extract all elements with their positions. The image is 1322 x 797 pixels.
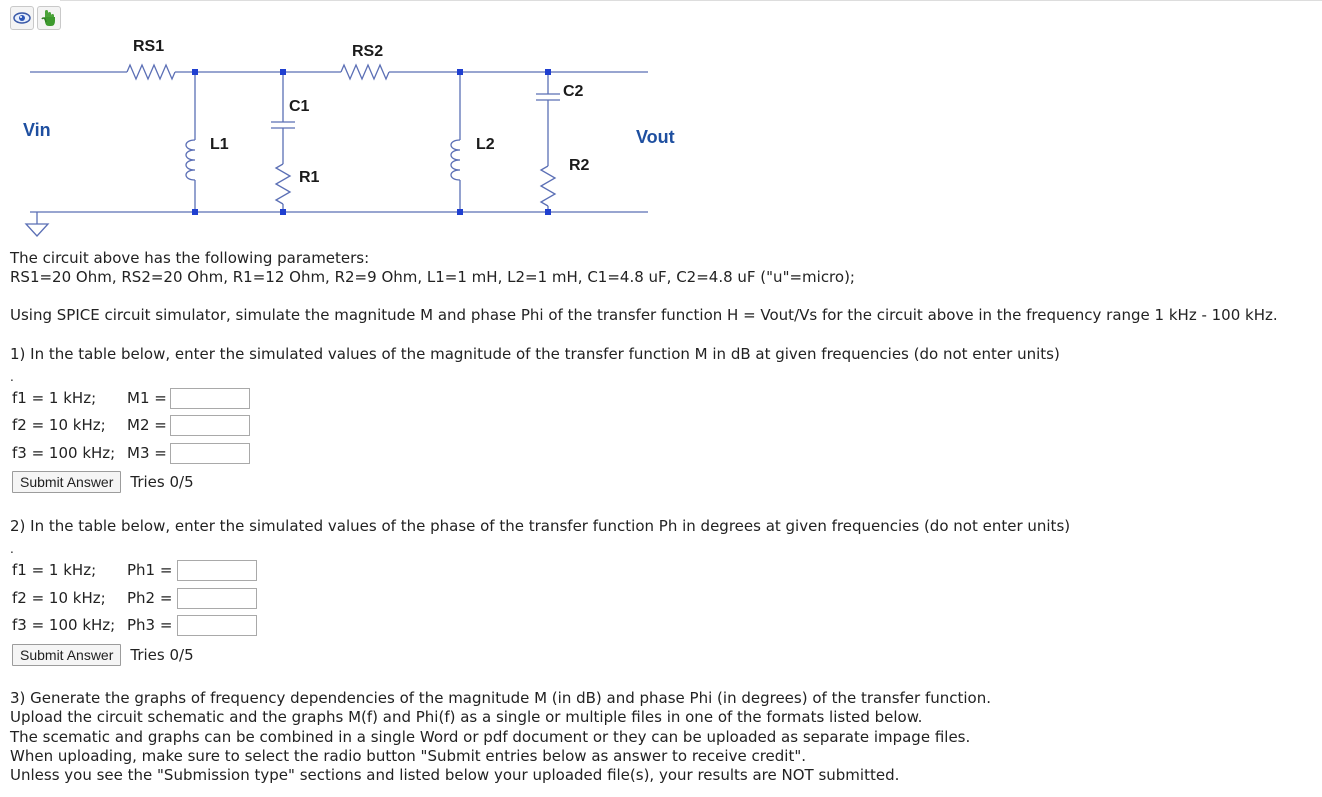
part1-question: 1) In the table below, enter the simulated values of the magnitude of the transfer function M in dB at given frequencies (do not enter units) bbox=[10, 345, 1060, 363]
ph3-input[interactable] bbox=[177, 615, 257, 636]
part1-dot: . bbox=[10, 370, 14, 384]
eye-icon[interactable] bbox=[10, 6, 34, 30]
hand-icon[interactable] bbox=[37, 6, 61, 30]
ph2-input[interactable] bbox=[177, 588, 257, 609]
freq-label: f3 = 100 kHz; bbox=[12, 616, 116, 634]
schematic-nodes bbox=[192, 69, 551, 215]
freq-label: f1 = 1 kHz; bbox=[12, 389, 97, 407]
part2-row-2 bbox=[12, 586, 257, 610]
m1-input[interactable] bbox=[170, 388, 250, 409]
part3-line-5: Unless you see the "Submission type" sections and listed below your uploaded file(s), your results are NOT submitted. bbox=[10, 766, 900, 784]
label-vin: Vin bbox=[23, 120, 51, 140]
label-rs2: RS2 bbox=[352, 43, 384, 60]
toolbar-icons bbox=[10, 6, 61, 30]
part1-row-3 bbox=[12, 441, 250, 465]
label-r2: R2 bbox=[569, 157, 590, 174]
ph1-input[interactable] bbox=[177, 560, 257, 581]
part2-submit-row bbox=[12, 644, 194, 666]
part1-row-1 bbox=[12, 386, 250, 410]
freq-label: f2 = 10 kHz; bbox=[12, 416, 106, 434]
part2-row-3 bbox=[12, 613, 257, 637]
part1-tries: Tries 0/5 bbox=[130, 473, 194, 491]
ph2-label: Ph2 = bbox=[127, 589, 173, 607]
ph1-label: Ph1 = bbox=[127, 561, 173, 579]
schematic-wires bbox=[26, 65, 648, 236]
part1-submit-button[interactable]: Submit Answer bbox=[12, 471, 121, 493]
m2-label: M2 = bbox=[127, 416, 167, 434]
top-divider bbox=[60, 0, 1322, 1]
freq-label: f2 = 10 kHz; bbox=[12, 589, 106, 607]
part2-row-1 bbox=[12, 558, 257, 582]
freq-label: f3 = 100 kHz; bbox=[12, 444, 116, 462]
ph3-label: Ph3 = bbox=[127, 616, 173, 634]
circuit-schematic bbox=[0, 28, 700, 253]
label-c2: C2 bbox=[563, 83, 584, 100]
part3-line-2: Upload the circuit schematic and the graphs M(f) and Phi(f) as a single or multiple files in one of the formats listed below. bbox=[10, 708, 923, 726]
label-c1: C1 bbox=[289, 98, 310, 115]
freq-label: f1 = 1 kHz; bbox=[12, 561, 97, 579]
part2-submit-button[interactable]: Submit Answer bbox=[12, 644, 121, 666]
part1-row-2 bbox=[12, 413, 250, 437]
part1-submit-row bbox=[12, 471, 194, 493]
label-r1: R1 bbox=[299, 169, 320, 186]
part2-question: 2) In the table below, enter the simulated values of the phase of the transfer function Ph in degrees at given frequencies (do not enter units) bbox=[10, 517, 1071, 535]
m3-label: M3 = bbox=[127, 444, 167, 462]
label-l1: L1 bbox=[210, 136, 229, 153]
intro-parameters: RS1=20 Ohm, RS2=20 Ohm, R1=12 Ohm, R2=9 Ohm, L1=1 mH, L2=1 mH, C1=4.8 uF, C2=4.8 uF ("u"=micro); bbox=[10, 268, 855, 286]
part3-line-1: 3) Generate the graphs of frequency dependencies of the magnitude M (in dB) and phase Phi (in degrees) of the transfer function. bbox=[10, 689, 991, 707]
m3-input[interactable] bbox=[170, 443, 250, 464]
intro-line-1: The circuit above has the following parameters: bbox=[10, 249, 370, 267]
m2-input[interactable] bbox=[170, 415, 250, 436]
task-description: Using SPICE circuit simulator, simulate the magnitude M and phase Phi of the transfer function H = Vout/Vs for the circuit above in the frequency range 1 kHz - 100 kHz. bbox=[10, 306, 1278, 324]
m1-label: M1 = bbox=[127, 389, 167, 407]
label-l2: L2 bbox=[476, 136, 495, 153]
part3-line-4: When uploading, make sure to select the radio button "Submit entries below as answer to receive credit". bbox=[10, 747, 807, 765]
part2-tries: Tries 0/5 bbox=[130, 646, 194, 664]
part3-line-3: The scematic and graphs can be combined in a single Word or pdf document or they can be uploaded as separate impage files. bbox=[10, 728, 971, 746]
label-rs1: RS1 bbox=[133, 38, 165, 55]
label-vout: Vout bbox=[636, 127, 675, 147]
part2-dot: . bbox=[10, 542, 14, 556]
